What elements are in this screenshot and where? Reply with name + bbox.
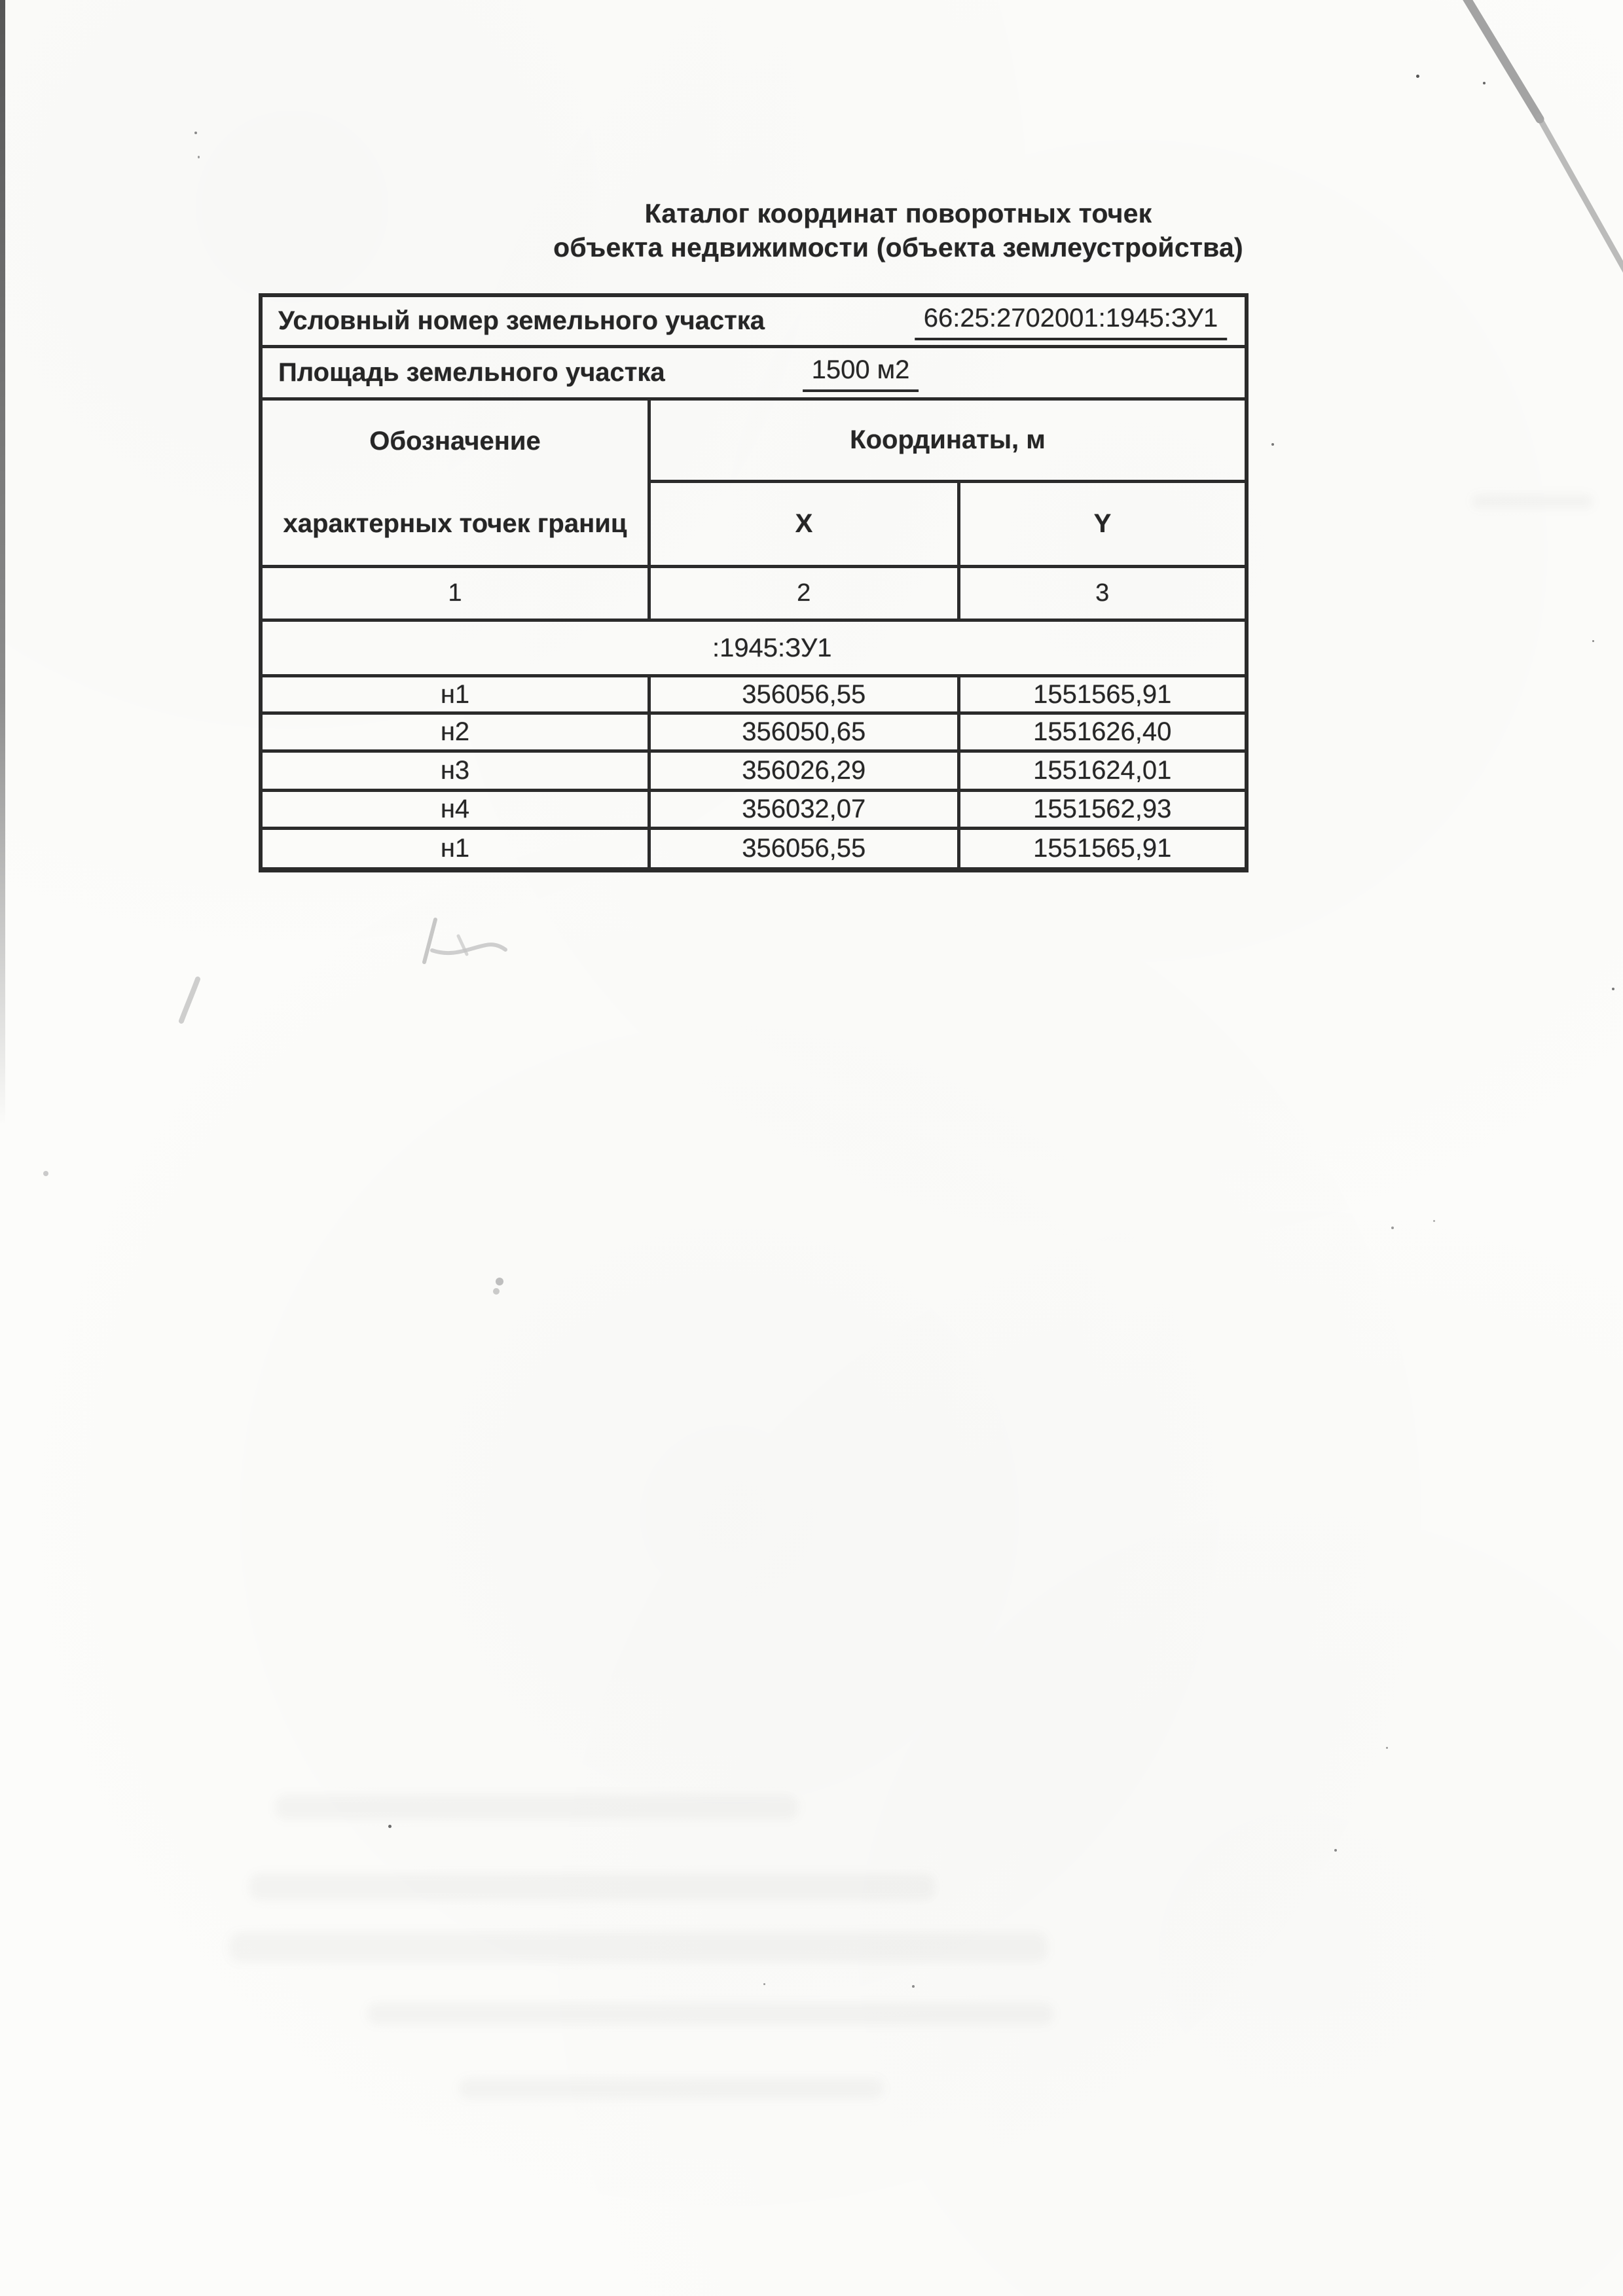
header-designation-line1: Обозначение — [369, 427, 541, 456]
x-cell: 356032,07 — [647, 792, 957, 827]
header-xy-row — [651, 483, 1245, 565]
table-row — [263, 677, 1245, 715]
scan-speck — [1271, 443, 1274, 446]
point-cell: н4 — [440, 795, 470, 823]
scan-speck — [388, 1825, 392, 1828]
y-cell: 1551624,01 — [957, 753, 1245, 789]
scan-speck — [1386, 1747, 1388, 1749]
table-row — [263, 830, 1245, 867]
header-designation-cell — [263, 401, 647, 565]
x-cell: 356056,55 — [647, 677, 957, 711]
header-y-label: Y — [957, 483, 1245, 565]
table-row — [263, 753, 1245, 792]
x-cell: 356056,55 — [647, 830, 957, 867]
bleed-through-ghost — [1472, 494, 1593, 509]
document-title-line1: Каталог координат поворотных точек — [644, 198, 1152, 228]
y-cell: 1551626,40 — [957, 715, 1245, 749]
scan-speck — [1433, 1220, 1435, 1222]
scan-speck — [912, 1985, 915, 1988]
parcel-number-value: 66:25:2702001:1945:ЗУ1 — [915, 302, 1228, 340]
table-header-row — [263, 401, 1245, 568]
point-cell: н1 — [440, 834, 470, 863]
scan-speck — [1592, 640, 1594, 642]
point-cell: н3 — [440, 756, 470, 785]
column-number-3: 3 — [957, 568, 1245, 619]
bleed-through-ghost — [249, 1873, 936, 1901]
parcel-number-label: Условный номер земельного участка — [278, 306, 765, 335]
parcel-area-label: Площадь земельного участка — [278, 358, 665, 387]
bleed-through-ghost — [229, 1932, 1048, 1962]
scan-speck — [1483, 82, 1486, 84]
scan-speck — [194, 132, 197, 134]
scan-speck — [1416, 75, 1419, 78]
bleed-through-ghost — [275, 1795, 799, 1820]
point-cell: н1 — [440, 679, 470, 709]
header-coordinates-label: Координаты, м — [651, 401, 1245, 483]
column-number-2: 2 — [647, 568, 957, 619]
section-label: :1945:ЗУ1 — [712, 633, 832, 662]
table-row-parcel-area — [263, 348, 1245, 401]
column-number-1: 1 — [448, 579, 462, 607]
bleed-through-ghost — [367, 2003, 1054, 2025]
y-cell: 1551562,93 — [957, 792, 1245, 827]
document-title — [553, 196, 1243, 264]
scan-speck — [763, 1983, 765, 1985]
table-row — [263, 792, 1245, 830]
scan-speck — [1612, 988, 1614, 990]
header-x-label: X — [795, 509, 813, 538]
column-numbers-row — [263, 568, 1245, 622]
point-cell: н2 — [440, 717, 470, 746]
scan-left-edge-artifact — [0, 0, 5, 1126]
scan-speck — [1334, 1849, 1337, 1852]
header-designation-line2: характерных точек границ — [283, 509, 627, 538]
x-cell: 356026,29 — [647, 753, 957, 789]
table-row — [263, 715, 1245, 753]
x-cell: 356050,65 — [647, 715, 957, 749]
coordinates-table — [259, 293, 1249, 872]
parcel-area-value: 1500 м2 — [803, 354, 919, 392]
scan-speck — [1391, 1227, 1394, 1229]
document-title-line2: объекта недвижимости (объекта землеустройства) — [553, 232, 1243, 262]
section-row — [263, 622, 1245, 677]
scan-speck — [198, 156, 200, 158]
header-coordinates-cell — [647, 401, 1245, 565]
bleed-through-ghost — [458, 2078, 884, 2099]
y-cell: 1551565,91 — [957, 830, 1245, 867]
y-cell: 1551565,91 — [957, 677, 1245, 711]
table-row-parcel-number — [263, 297, 1245, 348]
